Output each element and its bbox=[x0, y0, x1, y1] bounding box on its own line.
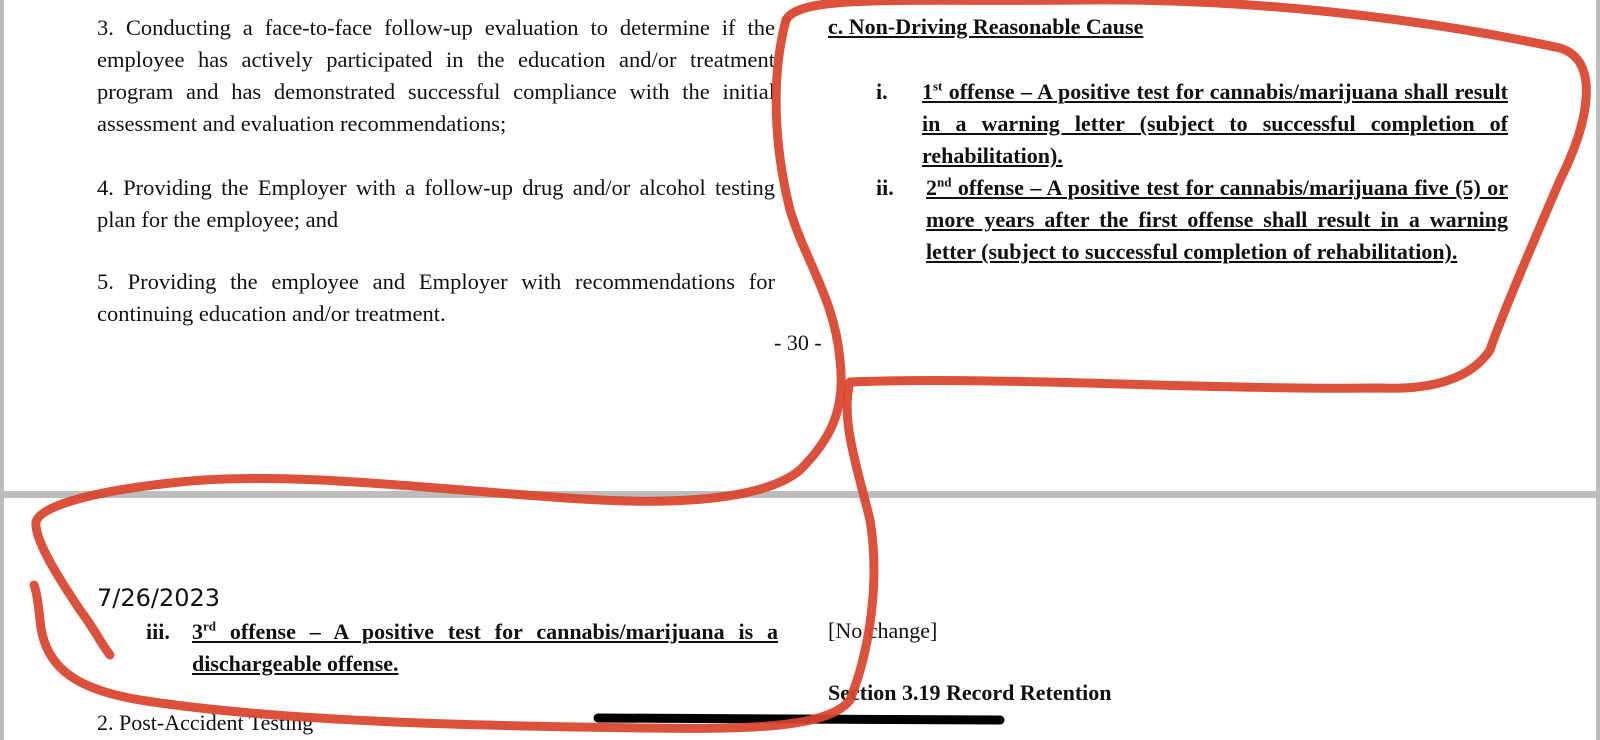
date-stamp: 7/26/2023 bbox=[97, 584, 221, 612]
ordinal-number: 3 bbox=[192, 619, 203, 644]
page-number: - 30 - bbox=[774, 330, 822, 355]
cut-off-heading: 2. Post-Accident Testing bbox=[97, 710, 314, 735]
document-page-30 bbox=[4, 0, 1596, 491]
amendment-text: offense – A positive test for cannabis/marijuana five (5) or more years after the first offense shall result in a warning letter (subject to successful completion of rehabilitation). bbox=[926, 175, 1508, 264]
amendment-item-first-offense bbox=[922, 76, 1508, 172]
amendment-item-third-offense bbox=[192, 616, 778, 680]
ordinal-suffix: rd bbox=[203, 618, 216, 634]
list-numeral-i: i. bbox=[876, 79, 888, 104]
no-change-note: [No change] bbox=[828, 618, 938, 643]
section-heading-non-driving: c. Non-Driving Reasonable Cause bbox=[828, 14, 1144, 39]
ordinal-suffix: st bbox=[933, 78, 943, 94]
paragraph-item-4: 4. Providing the Employer with a follow-up drug and/or alcohol testing plan for the employee; and bbox=[97, 175, 775, 232]
amendment-text: offense – A positive test for cannabis/marijuana shall result in a warning letter (subject to successful completion of rehabilitation). bbox=[922, 79, 1508, 168]
ordinal-number: 2 bbox=[926, 175, 937, 200]
amendment-text: offense – A positive test for cannabis/marijuana is a dischargeable offense. bbox=[192, 619, 778, 676]
document-page-next bbox=[4, 498, 1596, 740]
list-numeral-ii: ii. bbox=[876, 175, 894, 200]
section-heading-record-retention: Section 3.19 Record Retention bbox=[828, 680, 1112, 705]
ordinal-suffix: nd bbox=[937, 174, 952, 190]
ordinal-number: 1 bbox=[922, 79, 933, 104]
amendment-item-second-offense bbox=[926, 172, 1508, 268]
paragraph-item-5: 5. Providing the employee and Employer with recommendations for continuing education and/or treatment. bbox=[97, 269, 775, 326]
list-numeral-iii: iii. bbox=[146, 619, 170, 644]
paragraph-item-3: 3. Conducting a face-to-face follow-up evaluation to determine if the employee has actively participated in the education and/or treatment program and has demonstrated successful compliance with the initial assessment and evaluation recommendations; bbox=[97, 15, 775, 136]
